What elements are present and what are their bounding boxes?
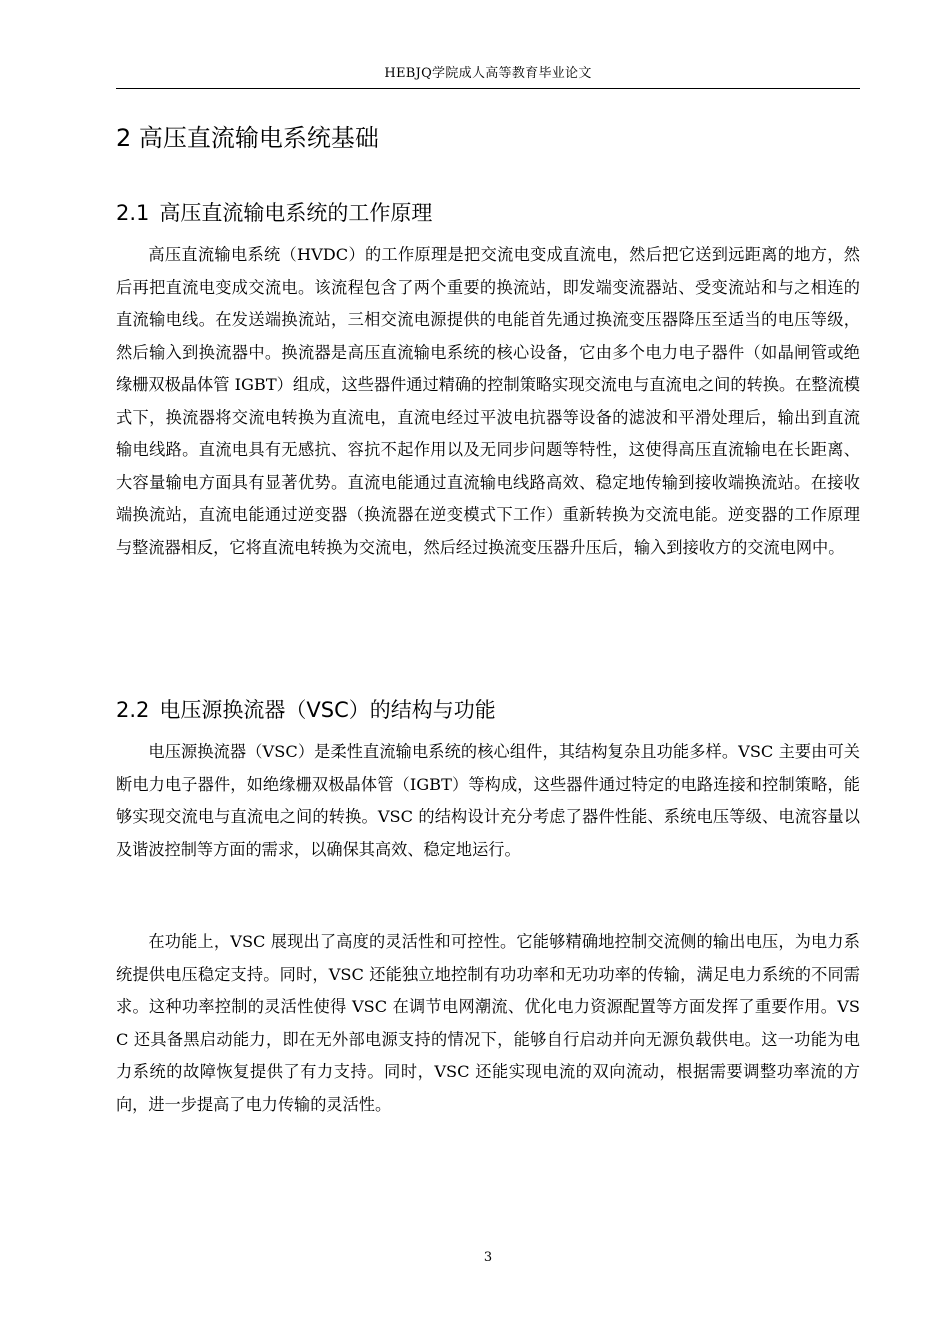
section-number: 2.2 bbox=[116, 698, 150, 722]
chapter-number: 2 bbox=[116, 124, 132, 152]
section-heading-2-1 bbox=[116, 197, 860, 229]
section-number: 2.1 bbox=[116, 201, 150, 225]
paragraph-2-2-2: 在功能上，VSC 展现出了高度的灵活性和可控性。它能够精确地控制交流侧的输出电压，为电力系统提供电压稳定支持。同时，VSC 还能独立地控制有功功率和无功功率的传输，满足电力系统的不同需求。这种功率控制的灵活性使得 VSC 在调节电网潮流、优化电力资源配置等方面发挥了重要作用。VSC 还具备黑启动能力，即在无外部电源支持的情况下，能够自行启动并向无源负载供电。这一功能为电力系统的故障恢复提供了有力支持。同时，VSC 还能实现电流的双向流动，根据需要调整功率流的方向，进一步提高了电力传输的灵活性。 bbox=[116, 932, 860, 1114]
chapter-title-text: 高压直流输电系统基础 bbox=[138, 124, 379, 152]
page-number: 3 bbox=[483, 1250, 493, 1265]
section-title-text: 高压直流输电系统的工作原理 bbox=[159, 201, 433, 225]
chapter-title bbox=[116, 120, 860, 156]
section-title-text: 电压源换流器（VSC）的结构与功能 bbox=[159, 698, 496, 722]
paragraph-2-1-1: 高压直流输电系统（HVDC）的工作原理是把交流电变成直流电，然后把它送到远距离的地方，然后再把直流电变成交流电。该流程包含了两个重要的换流站，即发端变流器站、受变流站和与之相连的直流输电线。在发送端换流站，三相交流电源提供的电能首先通过换流变压器降压至适当的电压等级，然后输入到换流器中。换流器是高压直流输电系统的核心设备，它由多个电力电子器件（如晶闸管或绝缘栅双极晶体管 IGBT）组成，这些器件通过精确的控制策略实现交流电与直流电之间的转换。在整流模式下，换流器将交流电转换为直流电，直流电经过平波电抗器等设备的滤波和平滑处理后，输出到直流输电线路。直流电具有无感抗、容抗不起作用以及无同步问题等特性，这使得高压直流输电在长距离、大容量输电方面具有显著优势。直流电能通过直流输电线路高效、稳定地传输到接收端换流站。在接收端换流站，直流电能通过逆变器（换流器在逆变模式下工作）重新转换为交流电能。逆变器的工作原理与整流器相反，它将直流电转换为交流电，然后经过换流变压器升压后，输入到接收方的交流电网中。 bbox=[116, 245, 860, 557]
header-rule bbox=[116, 88, 860, 89]
section-heading-2-2 bbox=[116, 694, 860, 726]
running-header: HEBJQ学院成人高等教育毕业论文 bbox=[384, 66, 592, 81]
paragraph-2-2-1: 电压源换流器（VSC）是柔性直流输电系统的核心组件，其结构复杂且功能多样。VSC 主要由可关断电力电子器件，如绝缘栅双极晶体管（IGBT）等构成，这些器件通过特定的电路连接和控制策略，能够实现交流电与直流电之间的转换。VSC 的结构设计充分考虑了器件性能、系统电压等级、电流容量以及谐波控制等方面的需求，以确保其高效、稳定地运行。 bbox=[116, 742, 860, 859]
